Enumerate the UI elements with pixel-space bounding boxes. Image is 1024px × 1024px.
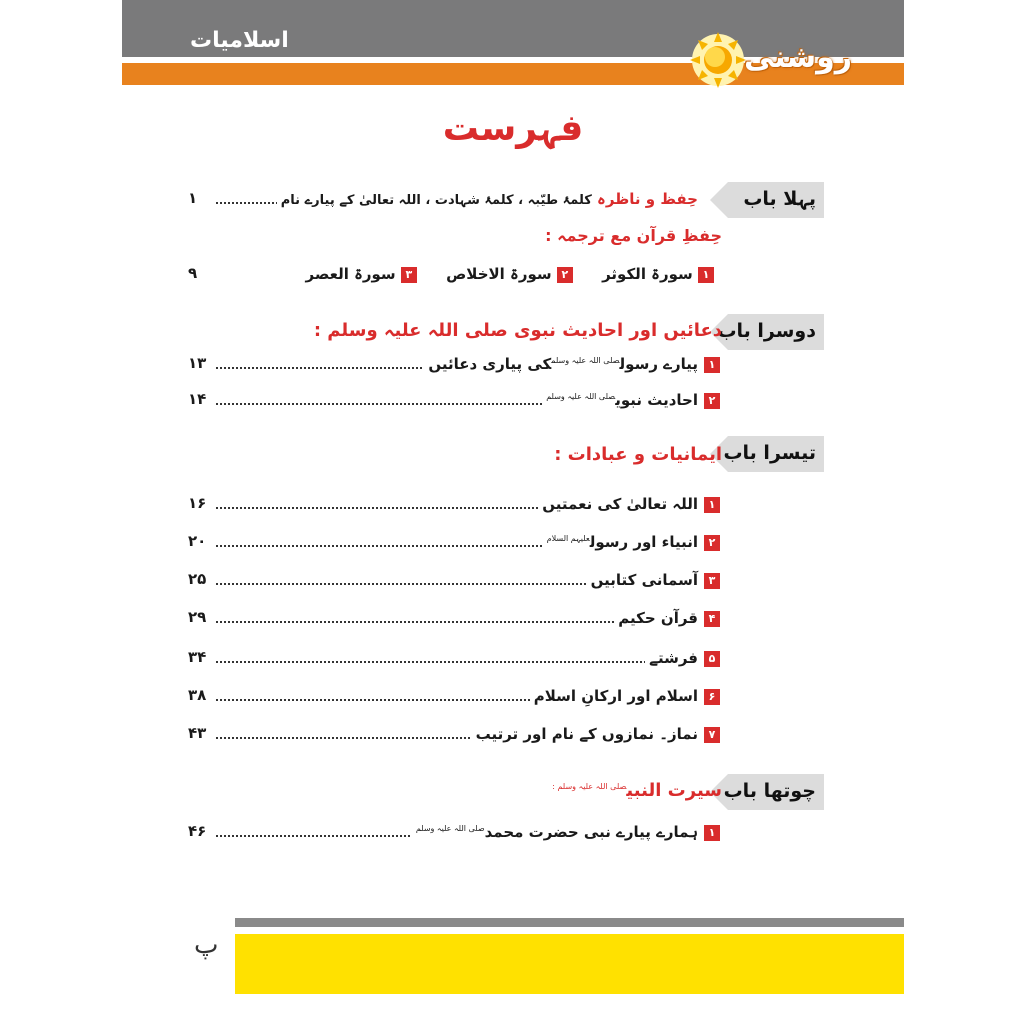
row-title-text: ہمارے پیارے نبی حضرت محمد [484,823,698,841]
footer-bar [235,918,904,927]
toc-row [188,264,720,288]
chapter-tab-2 [717,314,824,350]
page-number: ۱ [188,189,198,207]
item-number-badge: ۱ [704,825,720,841]
toc-row [188,686,720,710]
toc-row [188,354,720,378]
row-title: فرشتے [645,649,698,667]
item-number-badge: ۱ [698,267,714,283]
page-number: ۱۶ [188,494,207,512]
page-number: ۴۳ [188,724,207,742]
toc-row [188,570,720,594]
list-item [306,265,423,283]
row-title-text-2: کی پیاری دعائیں [428,355,552,373]
item-number-badge: ۶ [704,689,720,705]
row-title: قرآن حکیم [614,609,698,627]
row-title-text: انبیاء اور رسول [589,533,698,551]
subject-title: اسلامیات [190,28,289,53]
brand-logo-text: روشنی [744,40,853,75]
toc-page [122,0,904,1024]
item-number-badge: ۴ [704,611,720,627]
page-number: ۲۹ [188,608,207,626]
item-number-badge: ۱ [704,497,720,513]
item-title: سورۃ الاخلاص [446,265,552,283]
chapter-label: تیسرا باب [723,442,816,464]
chapter-subheading [552,780,722,801]
row-title [543,533,698,551]
footer-accent-bar [235,934,904,994]
chapter-tab-4 [723,774,824,810]
page-number: ۲۰ [188,532,207,550]
row-title [542,391,698,409]
chapter-label: دوسرا باب [717,320,816,342]
toc-row [188,494,720,518]
chapter-label: پہلا باب [743,188,816,210]
item-number-badge: ۲ [704,393,720,409]
item-number-badge: ۲ [704,535,720,551]
chapter-subheading: دعائیں اور احادیث نبوی صلی اللہ علیہ وسلم : [313,320,722,341]
row-subheading: حِفظ و ناظرہ [597,190,698,208]
item-number-badge: ۱ [704,357,720,373]
page-number: ۱۳ [188,354,207,372]
row-title [277,190,698,208]
row-title [412,823,698,841]
row-title: اللہ تعالیٰ کی نعمتیں [538,495,698,513]
toc-row [188,724,720,748]
row-title: اسلام اور ارکانِ اسلام [530,687,698,705]
item-title: سورۃ العصر [305,265,396,283]
honorific-note: صلی اللہ علیہ وسلم [546,392,616,401]
item-number-badge: ۳ [401,267,417,283]
page-number: ۲۵ [188,570,207,588]
page-number: ۳۸ [188,686,207,704]
page-number: ۴۶ [188,822,207,840]
list-item [602,265,720,283]
honorific-note: علیہم السلام [546,534,590,543]
chapter-label: چوتھا باب [723,780,816,802]
toc-row [188,822,720,846]
chapter-subheading: حِفظِ قرآن مع ترجمہ : [545,226,722,245]
chapter-tab-1 [728,182,824,218]
page-number: ۹ [188,264,198,282]
item-number-badge: ۲ [557,267,573,283]
page-number: ۳۴ [188,648,207,666]
row-title: نماز۔ نمازوں کے نام اور ترتیب [472,725,698,743]
item-number-badge: ۷ [704,727,720,743]
toc-row [188,390,720,414]
toc-row [188,532,720,556]
honorific-note: صلی اللہ علیہ وسلم [415,824,485,833]
subheading-text: سیرت النبی [626,780,722,801]
row-title [424,355,698,373]
item-title: سورۃ الکوثر [602,265,693,283]
row-title-text: پیارے رسول [619,355,698,373]
leader-dots [216,661,698,663]
row-title-text: کلمۂ طیّبہ ، کلمۂ شہادت ، اللہ تعالیٰ کے پیارے نام [280,193,592,208]
honorific-note: صلی اللہ علیہ وسلم : [552,782,627,791]
item-number-badge: ۳ [704,573,720,589]
toc-row [188,648,720,672]
item-number-badge: ۵ [704,651,720,667]
page-title: فہرست [442,108,584,149]
chapter-subheading: ایمانیات و عبادات : [554,444,722,465]
page-letter: پ [194,930,219,960]
row-title: آسمانی کتابیں [587,571,698,589]
toc-row [188,189,720,213]
chapter-tab-3 [723,436,824,472]
row-title-text: احادیث نبوی [615,391,698,409]
toc-row [188,608,720,632]
page-number: ۱۴ [188,390,207,408]
surah-list [284,265,721,283]
list-item [446,265,579,283]
honorific-note: صلی اللہ علیہ وسلم [551,356,620,365]
